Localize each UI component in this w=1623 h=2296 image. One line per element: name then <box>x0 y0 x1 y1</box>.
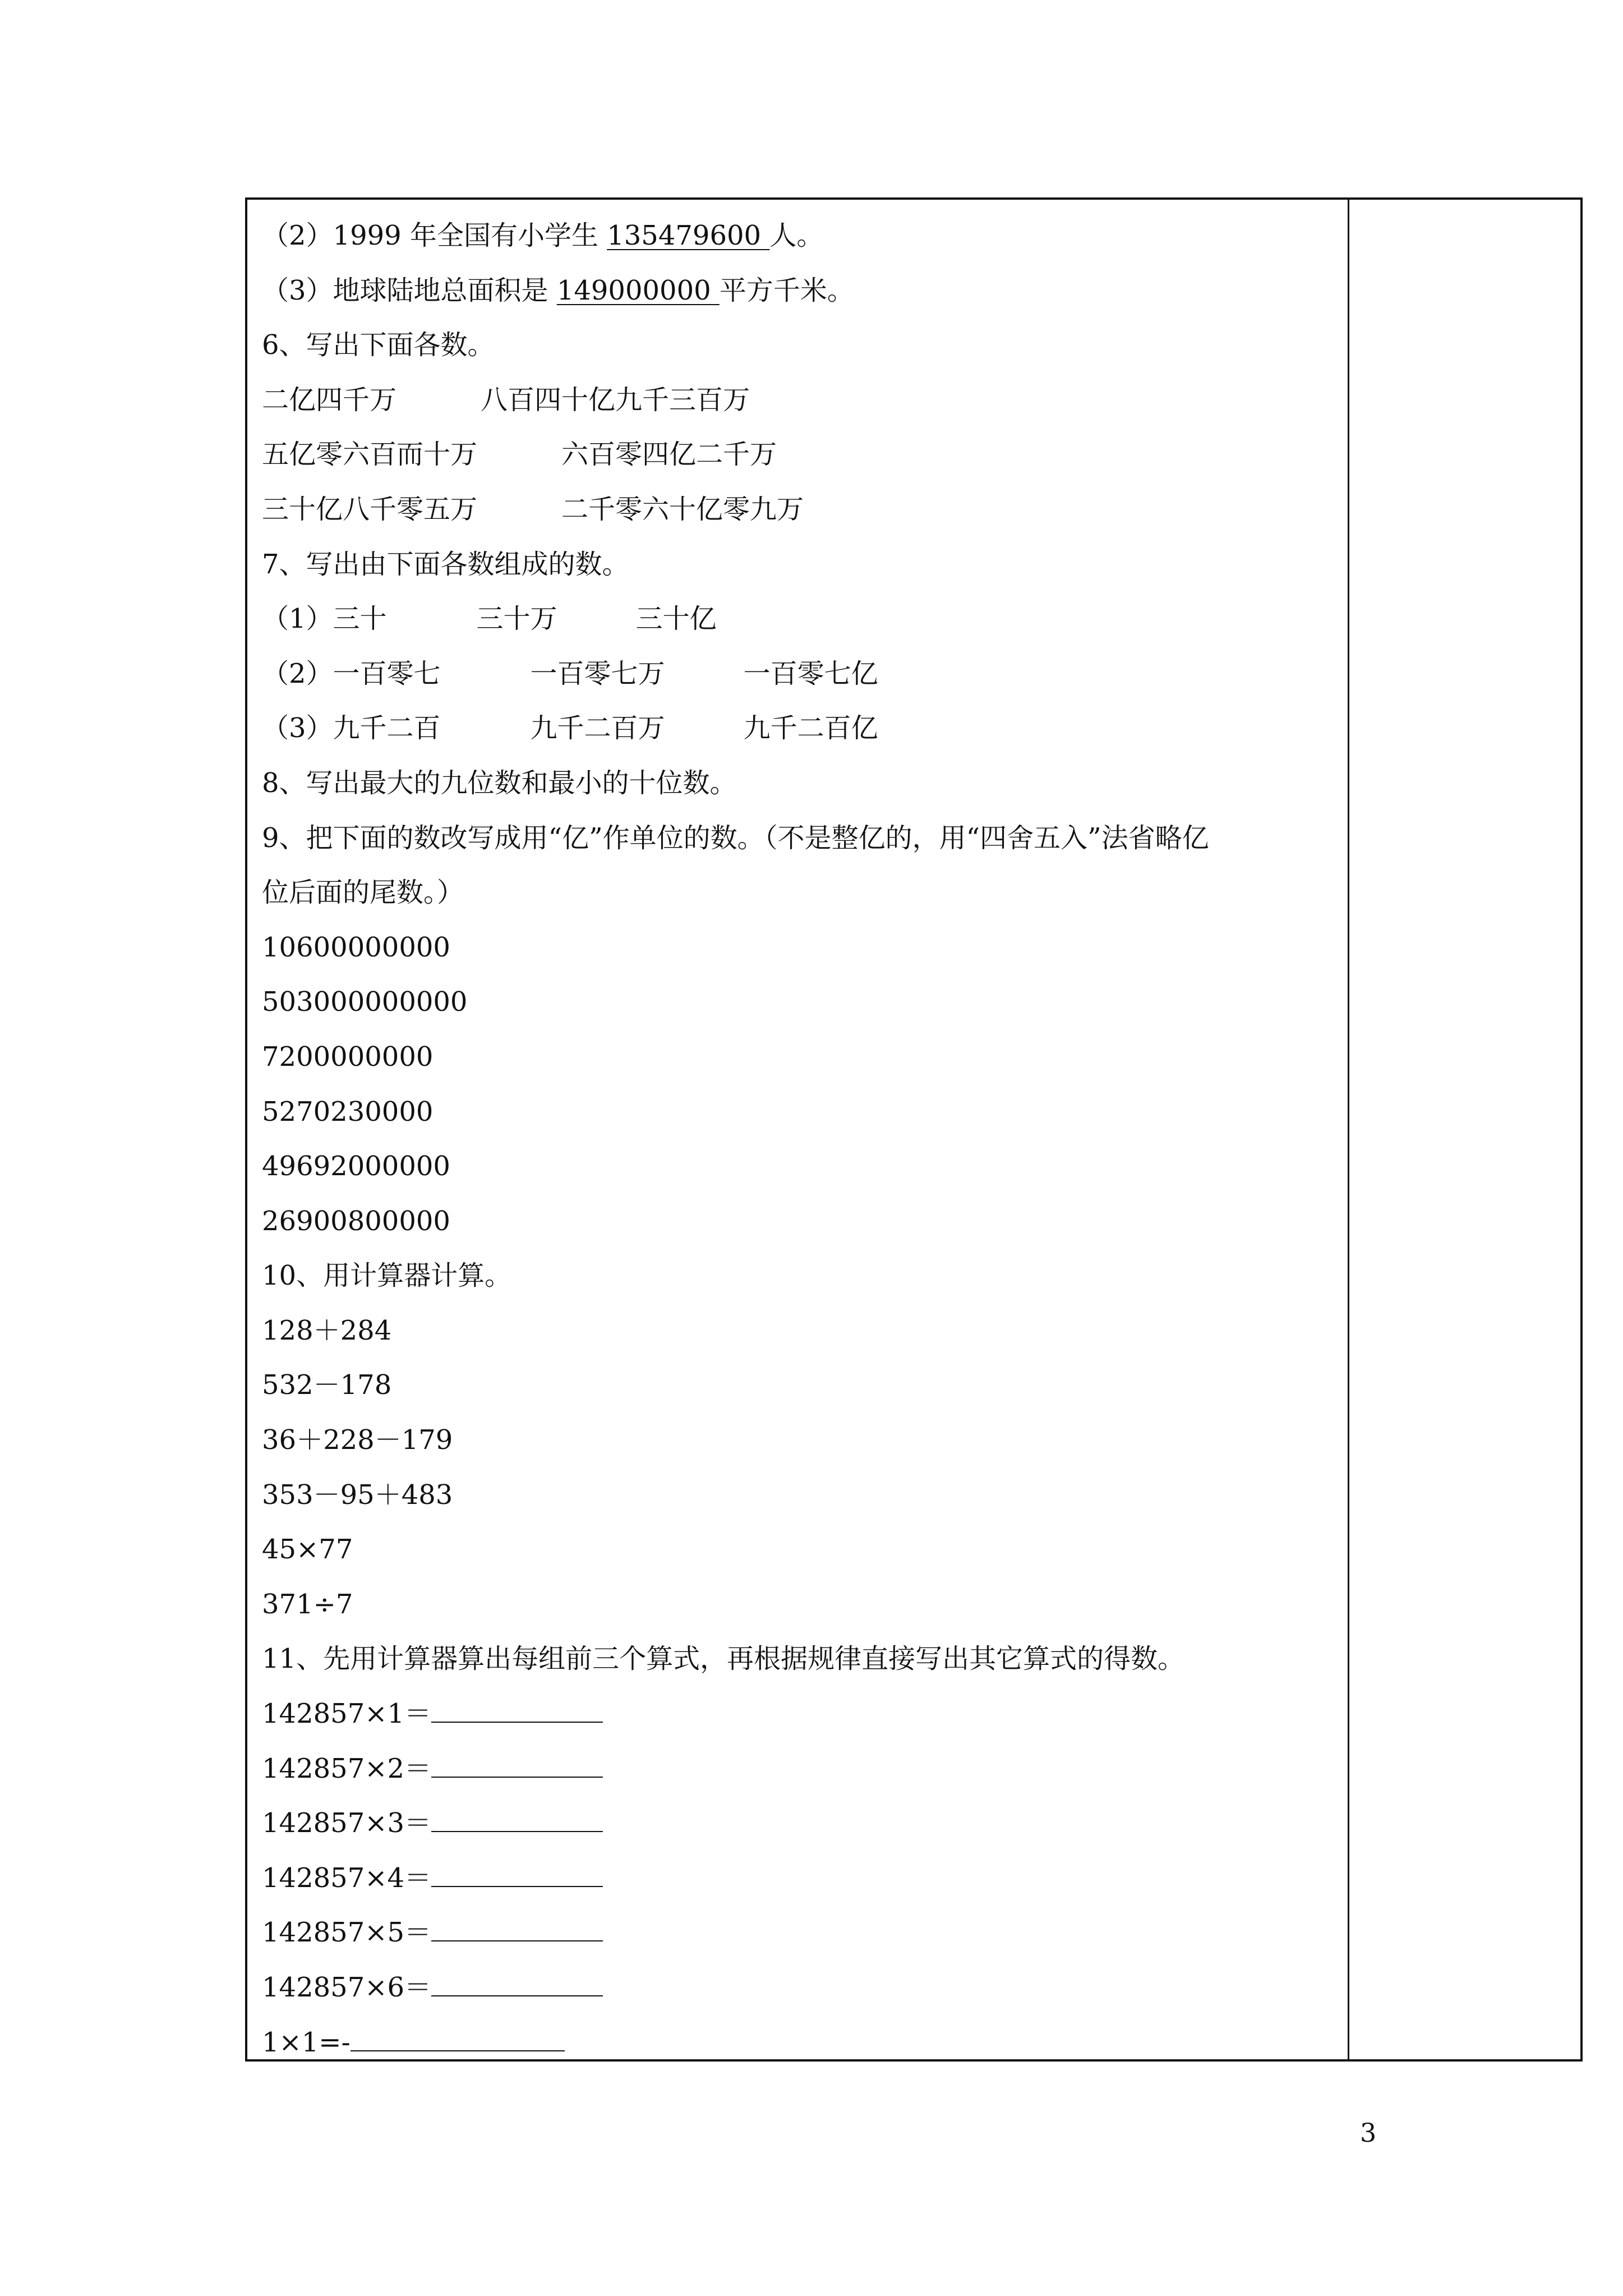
question-8-title: 8、写出最大的九位数和最小的十位数。 <box>262 767 737 799</box>
q11-row <box>262 1687 1339 1742</box>
item-3-number: 149000000 <box>556 274 720 306</box>
q11-row <box>262 1796 1339 1851</box>
q11-row <box>262 1906 1339 1961</box>
answer-blank[interactable] <box>431 1805 603 1832</box>
answer-blank[interactable] <box>431 1751 603 1778</box>
q10-expression: 45×77 <box>262 1534 353 1566</box>
q11-row <box>262 1961 1339 2016</box>
item-2-unit: 人。 <box>769 220 824 251</box>
answer-blank[interactable] <box>431 1970 603 1996</box>
answer-blank[interactable] <box>351 2024 565 2051</box>
worksheet-content <box>262 209 1339 2070</box>
q9-number: 10600000000 <box>262 931 450 963</box>
question-6-title: 6、写出下面各数。 <box>262 329 495 361</box>
q6-row <box>262 427 1339 482</box>
q6-cell: 三十亿八千零五万 <box>262 493 478 525</box>
answer-blank[interactable] <box>431 1696 603 1723</box>
item-3-line <box>262 264 1339 319</box>
page-number: 3 <box>1360 2118 1377 2148</box>
q6-cell: 五亿零六百而十万 <box>262 439 478 471</box>
item-2-line <box>262 209 1339 264</box>
q6-cell: 二千零六十亿零九万 <box>561 493 804 525</box>
q11-expression: 142857×6＝ <box>262 1972 431 2003</box>
item-3-text: （3）地球陆地总面积是 <box>262 274 557 306</box>
q7-cell: 九千二百亿 <box>743 712 878 744</box>
q7-row <box>262 592 1339 647</box>
q10-expression: 128＋284 <box>262 1314 392 1346</box>
question-9-title-line-2: 位后面的尾数。） <box>262 877 464 909</box>
q7-cell: 九千二百万 <box>530 712 665 744</box>
q7-cell: 三十亿 <box>635 603 717 635</box>
q7-cell: 一百零七亿 <box>743 657 878 689</box>
q10-expression: 36＋228－179 <box>262 1424 453 1456</box>
q9-number: 7200000000 <box>262 1041 434 1073</box>
q7-cell: （2）一百零七 <box>262 657 441 689</box>
q6-row <box>262 482 1339 537</box>
q11-expression: 142857×1＝ <box>262 1698 431 1730</box>
q7-cell: 三十万 <box>476 603 557 635</box>
q9-number: 503000000000 <box>262 986 468 1018</box>
table-column-divider <box>1348 197 1349 2062</box>
q6-cell: 六百零四亿二千万 <box>561 439 777 471</box>
item-3-unit: 平方千米。 <box>719 274 854 306</box>
q9-number: 5270230000 <box>262 1096 434 1128</box>
item-2-number: 135479600 <box>607 220 770 251</box>
question-10-title: 10、用计算器计算。 <box>262 1260 512 1292</box>
q11-row <box>262 1851 1339 1906</box>
q7-row <box>262 701 1339 756</box>
item-2-text: （2）1999 年全国有小学生 <box>262 220 607 251</box>
q10-expression: 532－178 <box>262 1369 392 1401</box>
q11-expression: 142857×4＝ <box>262 1862 431 1894</box>
q11-expression: 142857×2＝ <box>262 1752 431 1784</box>
answer-blank[interactable] <box>431 1915 603 1941</box>
q11-expression: 1×1=- <box>262 2026 351 2058</box>
q9-number: 26900800000 <box>262 1205 450 1237</box>
q9-number: 49692000000 <box>262 1151 450 1182</box>
q7-cell: 一百零七万 <box>530 657 665 689</box>
q11-row-last <box>262 2016 1339 2070</box>
question-11-title: 11、先用计算器算出每组前三个算式，再根据规律直接写出其它算式的得数。 <box>262 1643 1185 1675</box>
q7-row <box>262 647 1339 702</box>
q6-row <box>262 373 1339 428</box>
q7-cell: （1）三十 <box>262 603 387 635</box>
q10-expression: 371÷7 <box>262 1588 353 1620</box>
q6-cell: 二亿四千万 <box>262 384 397 416</box>
q11-row <box>262 1742 1339 1797</box>
q7-cell: （3）九千二百 <box>262 712 441 744</box>
question-7-title: 7、写出由下面各数组成的数。 <box>262 548 629 580</box>
q6-cell: 八百四十亿九千三百万 <box>481 384 750 416</box>
q10-expression: 353－95＋483 <box>262 1479 453 1511</box>
question-9-title-line-1: 9、把下面的数改写成用“亿”作单位的数。（不是整亿的，用“四舍五入”法省略亿 <box>262 822 1209 854</box>
q11-expression: 142857×5＝ <box>262 1917 431 1949</box>
q11-expression: 142857×3＝ <box>262 1807 431 1839</box>
answer-blank[interactable] <box>431 1860 603 1887</box>
